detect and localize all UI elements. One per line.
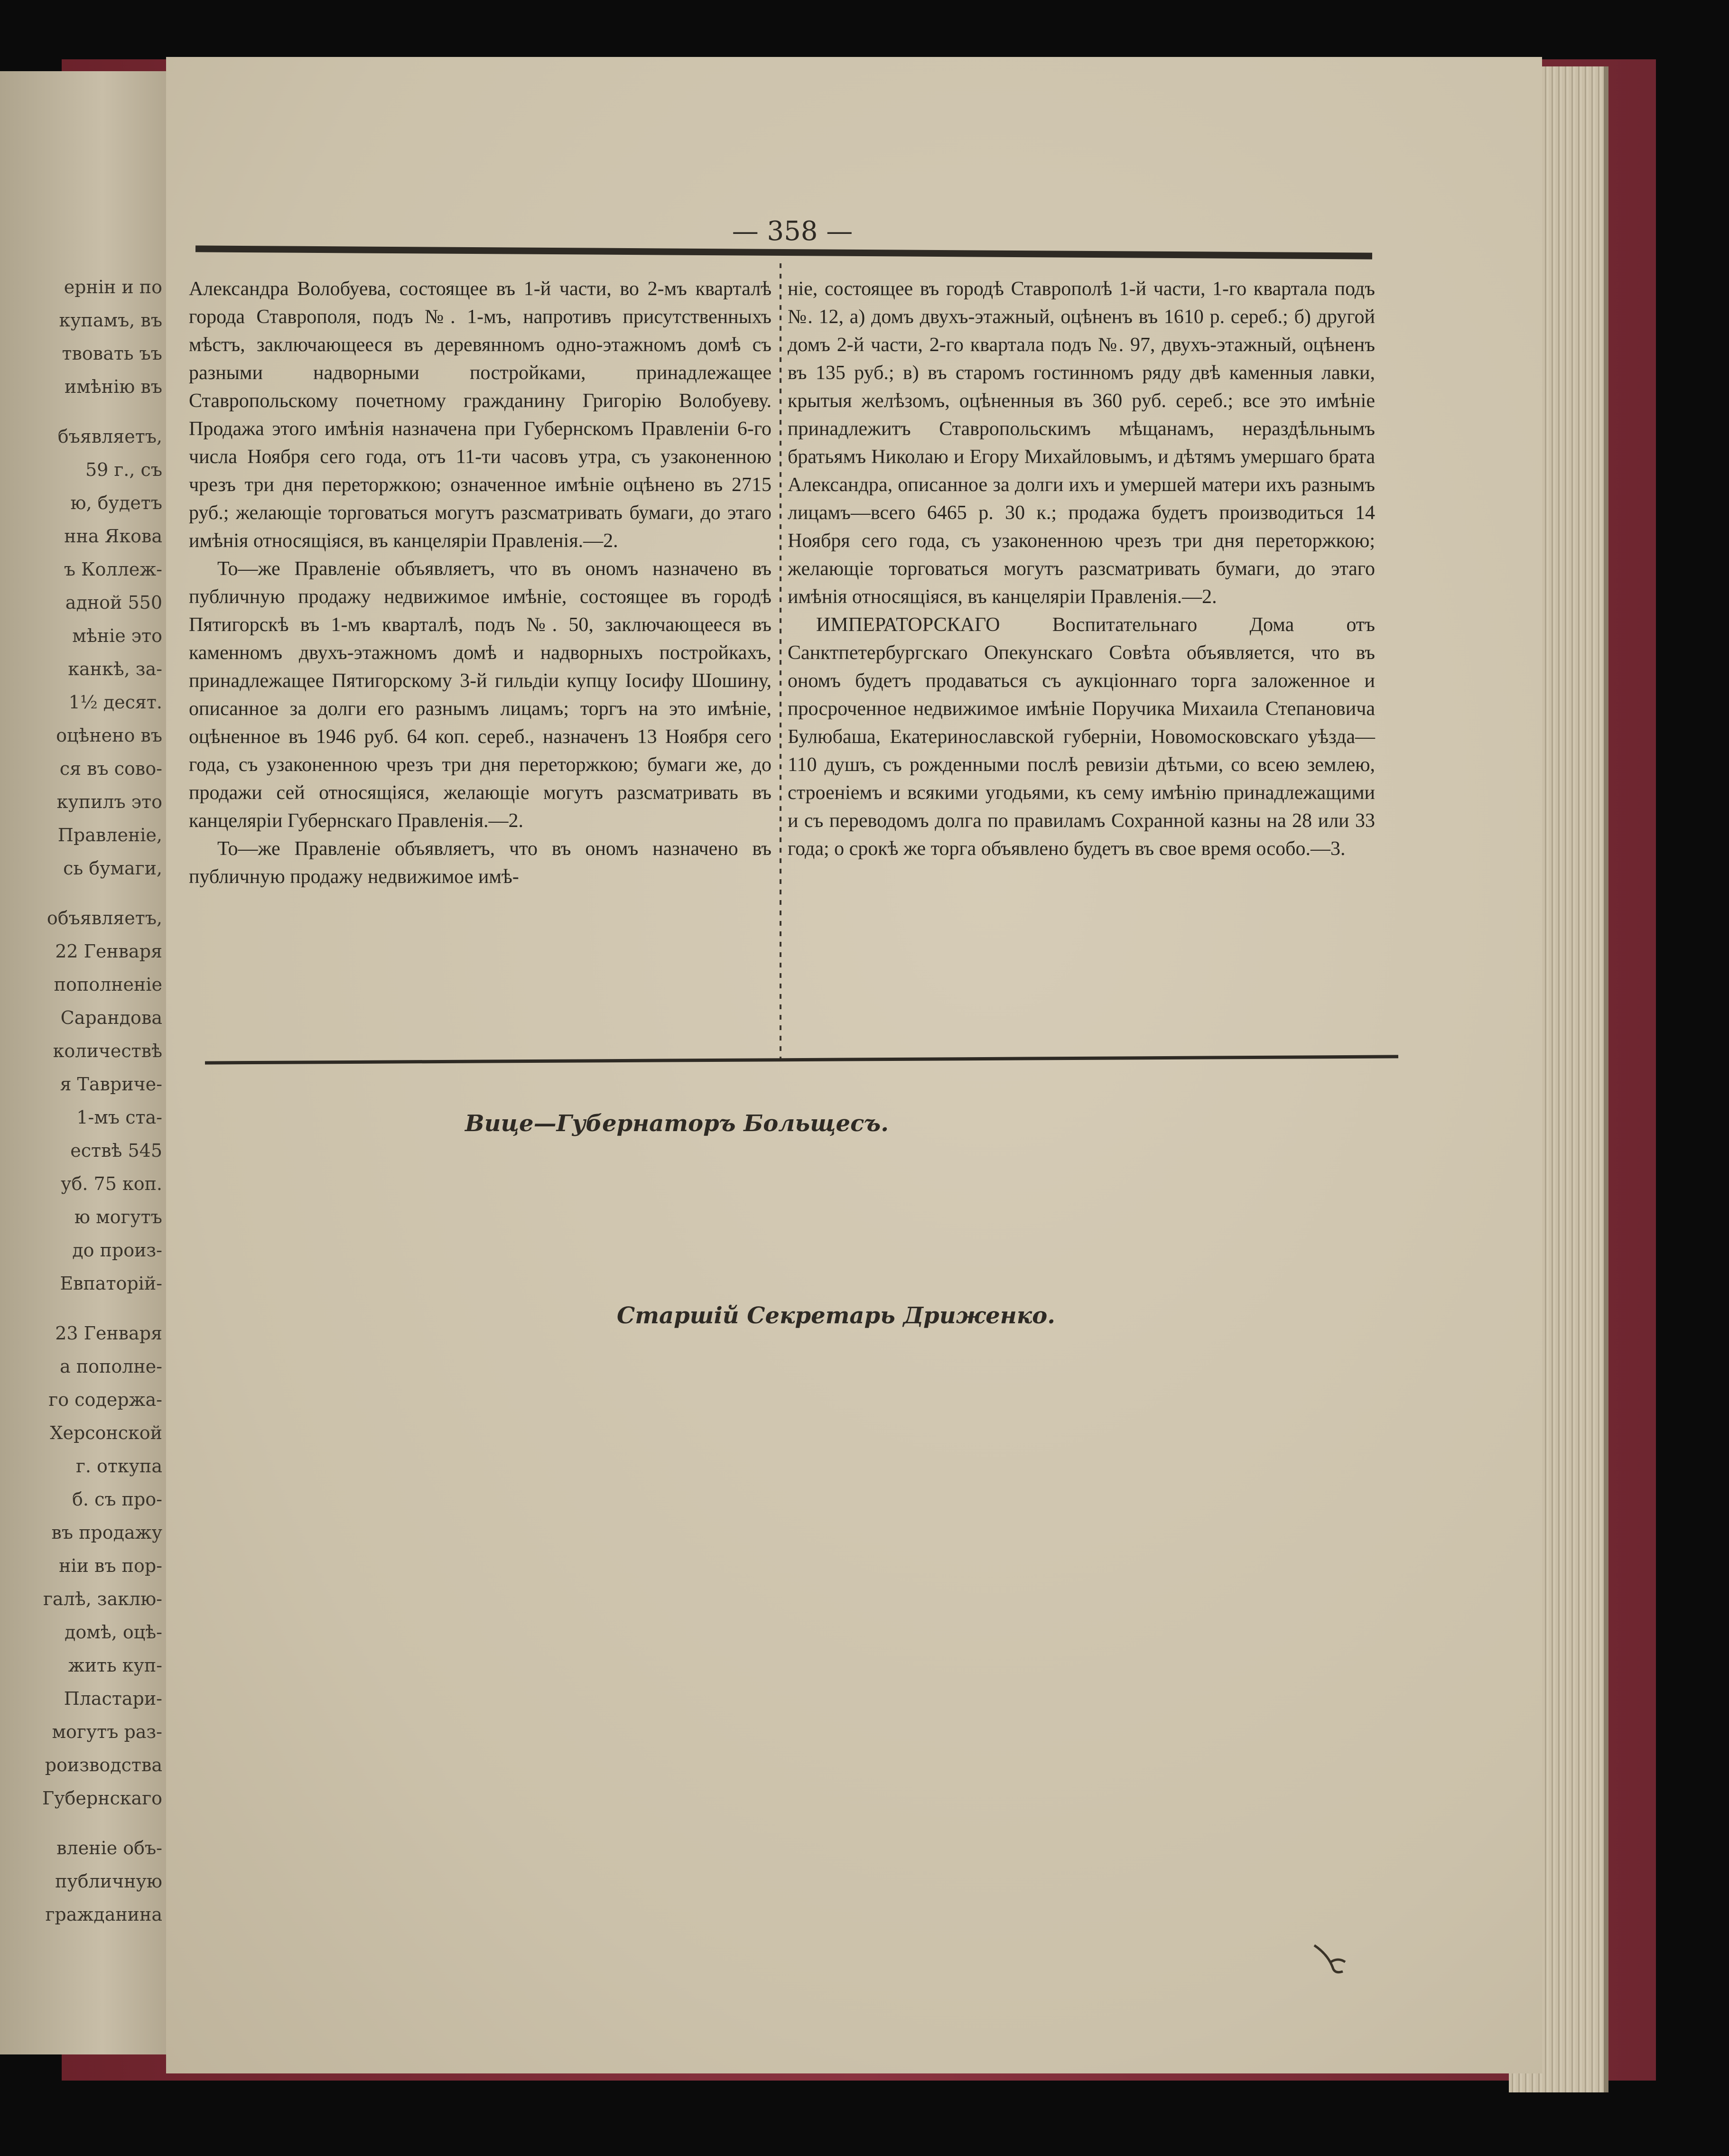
margin-line: вленіе объ-: [56, 1838, 162, 1859]
margin-line: канкѣ, за-: [68, 659, 162, 679]
margin-line: [0, 1815, 162, 1831]
margin-line: бъявляетъ,: [57, 426, 162, 447]
margin-line: ъ Коллеж-: [64, 559, 162, 580]
margin-line: до произ-: [72, 1240, 162, 1261]
margin-line: ніи въ пор-: [59, 1555, 162, 1576]
margin-line: Пластари-: [64, 1688, 162, 1709]
left-margin-text: [0, 270, 162, 1931]
margin-line: публичную: [55, 1871, 162, 1892]
margin-line: [0, 1300, 162, 1317]
page-number: — 358 —: [732, 216, 853, 247]
vice-governor-signature: Вице—Губернаторъ Больщесъ.: [465, 1110, 889, 1137]
column-right: [788, 275, 1375, 863]
margin-line: Губернскаго: [42, 1788, 162, 1809]
margin-line: ернін и по: [64, 277, 162, 297]
secretary-signature: Старшій Секретарь Дриженко.: [617, 1302, 1055, 1329]
ink-mark-icon: [1310, 1936, 1352, 1979]
margin-line: твовать ъъ: [62, 343, 162, 364]
margin-line: б. съ про-: [72, 1489, 162, 1510]
margin-line: Правленіе,: [57, 825, 162, 846]
left-page: [0, 71, 175, 2054]
margin-line: 22 Генваря: [55, 941, 162, 962]
margin-line: пополненіе: [54, 974, 162, 995]
margin-line: г. откупа: [75, 1456, 162, 1477]
margin-line: объявляетъ,: [46, 908, 162, 929]
margin-line: го содержа-: [48, 1389, 162, 1410]
margin-line: имѣнію въ: [64, 376, 162, 397]
margin-line: [0, 885, 162, 901]
margin-line: роизводства: [45, 1755, 162, 1775]
margin-line: Евпаторій-: [60, 1273, 162, 1294]
margin-line: нна Якова: [64, 526, 162, 547]
margin-line: купилъ это: [56, 791, 162, 812]
margin-line: количествѣ: [53, 1041, 162, 1061]
paragraph: Александра Волобуева, состоящее въ 1-й части, во 2-мъ кварталѣ города Ставрополя, подъ №. 1-мъ, напротивъ присутственныхъ мѣстъ, заключающееся въ деревянномъ одно-этажномъ домѣ съ разными надворными постройками, принадлежащее Ставропольскому почетному гражданину Григорію Волобуеву. Продажа этого имѣнія назначена при Губернскомъ Правленіи 6-го числа Ноября сего года, отъ 11-ти часовъ утра, съ узаконенною чрезъ три дня переторжкою; означенное имѣніе оцѣнено въ 2715 руб.; желающіе торговаться могутъ разсматривать бумаги, до этаго имѣнія относящіяся, въ канцеляріи Правленія.—2.: [189, 278, 772, 552]
margin-line: ествѣ 545: [70, 1140, 162, 1161]
margin-line: 1-мъ ста-: [76, 1107, 162, 1128]
margin-line: оцѣнено въ: [56, 725, 162, 746]
margin-line: 59 г., съ: [85, 459, 162, 480]
margin-line: ю, будетъ: [70, 493, 162, 513]
margin-line: 23 Генваря: [55, 1323, 162, 1344]
margin-line: ся въ сово-: [59, 758, 162, 779]
margin-line: адной 550: [65, 592, 162, 613]
margin-line: [0, 403, 162, 420]
paragraph: То—же Правленіе объявляетъ, что въ ономъ назначено въ публичную продажу недвижимое имѣніе, состоящее въ городѣ Пятигорскѣ въ 1-мъ кварталѣ, подъ №. 50, заключающееся въ каменномъ двухъ-этажномъ домѣ и надворныхъ постройкахъ, принадлежащее Пятигорскому 3-й гильдіи купцу Іосифу Шошину, описанное за долги его разнымъ лицамъ; торгъ на это имѣніе, оцѣненное въ 1946 руб. 64 коп. сереб., назначенъ 13 Ноября сего года, съ узаконенною чрезъ три дня переторжкою; бумаги же, до продажи сей относящіяся, желающіе могутъ разсматривать въ канцеляріи Губернскаго Правленія.—2.: [189, 558, 772, 832]
column-divider: [780, 263, 781, 1060]
margin-line: галѣ, заклю-: [43, 1589, 162, 1609]
margin-line: жить куп-: [68, 1655, 162, 1676]
paragraph: То—же Правленіе объявляетъ, что въ ономъ назначено въ публичную продажу недвижимое имѣ-: [189, 838, 772, 888]
margin-line: 1½ десят.: [68, 692, 162, 713]
margin-line: а пополне-: [60, 1356, 162, 1377]
margin-line: купамъ, въ: [59, 310, 162, 331]
margin-line: ю могутъ: [74, 1207, 162, 1227]
margin-line: Сарандова: [60, 1007, 162, 1028]
margin-line: уб. 75 коп.: [61, 1173, 162, 1194]
margin-line: въ продажу: [51, 1522, 162, 1543]
paragraph: ИМПЕРАТОРСКАГО Воспитательнаго Дома отъ Санктпетербургскаго Опекунскаго Совѣта объявляется, что въ ономъ будетъ продаваться съ аукціоннаго торга заложенное и просроченное недвижимое имѣніе Поручика Михаила Степановича Булюбаша, Екатеринославской губерніи, Новомосковскаго уѣзда—110 душъ, съ рожденными послѣ ревизіи дѣтьми, со всею землею, строеніемъ и всякими угодьями, къ сему имѣнію принадлежащими и съ переводомъ долга по правиламъ Сохранной казны на 28 или 33 года; о срокѣ же торга объявлено будетъ въ свое время особо.—3.: [788, 614, 1375, 860]
column-left: [189, 275, 772, 891]
margin-line: гражданина: [45, 1904, 162, 1925]
margin-line: я Тавриче-: [60, 1074, 162, 1095]
margin-line: домѣ, оцѣ-: [65, 1622, 162, 1643]
margin-line: сь бумаги,: [63, 858, 162, 879]
paragraph: ніе, состоящее въ городѣ Ставрополѣ 1-й части, 1-го квартала подъ №. 12, а) домъ двухъ-этажный, оцѣненъ въ 1610 р. сереб.; б) другой домъ 2-й части, 2-го квартала подъ №. 97, двухъ-этажный, оцѣненъ въ 135 руб.; в) въ старомъ гостинномъ ряду двѣ каменныя лавки, крытыя желѣзомъ, оцѣненныя въ 360 руб. сереб.; все это имѣніе принадлежитъ Ставропольскимъ мѣщанамъ, нераздѣльнымъ братьямъ Николаю и Егору Михайловымъ, и дѣтямъ умершаго брата Александра, описанное за долги ихъ и умершей матери ихъ разнымъ лицамъ—всего 6465 р. 30 к.; продажа будетъ производиться 14 Ноября сего года, съ узаконенною чрезъ три дня переторжкою; желающіе торговаться могутъ разсматривать бумаги, до этаго имѣнія относящіяся, въ канцеляріи Правленія.—2.: [788, 278, 1375, 608]
margin-line: мѣніе это: [72, 625, 162, 646]
margin-line: могутъ раз-: [52, 1721, 162, 1742]
margin-line: Херсонской: [50, 1422, 162, 1443]
